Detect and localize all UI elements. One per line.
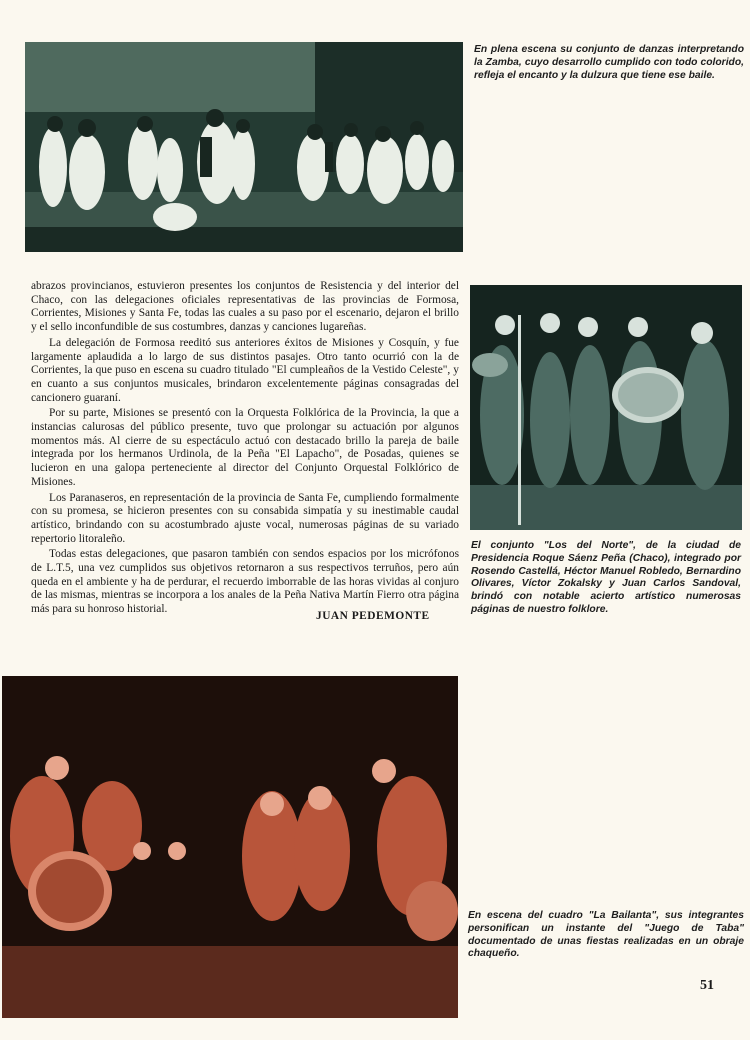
photo-la-bailanta	[2, 676, 458, 1018]
article-author: JUAN PEDEMONTE	[316, 610, 430, 622]
photo-zamba-dance-image	[25, 42, 463, 252]
photo-los-del-norte	[470, 285, 742, 530]
photo-los-del-norte-image	[470, 285, 742, 530]
article-body	[31, 280, 459, 619]
caption-los-del-norte: El conjunto "Los del Norte", de la ciudad de Presidencia Roque Sáenz Peña (Chaco), integrado por Rosendo Castellá, Héctor Manuel Robledo, Bernardino Olivares, Víctor Zokalsky y Juan Carlos Sandoval, brindó con notable acierto artístico numerosas páginas de nuestro folklore.	[471, 540, 741, 615]
photo-zamba-dance	[25, 42, 463, 252]
article-paragraph: Por su parte, Misiones se presentó con la Orquesta Folklórica de la Provincia, la que a instancias calurosas del público presente, tuvo que prolongar su actuación por algunos momentos más. Al cierre de su espectáculo actuó con destacado brillo la pareja de baile integrada por los hermanos Urdinola, de la Peña "El Lapacho", de Posadas, quienes se lucieron en una galopa perteneciente al director del Conjunto Orquestal Folklórico de Misiones.	[31, 407, 459, 488]
article-paragraph: Los Paranaseros, en representación de la provincia de Santa Fe, cumpliendo formalmente con su promesa, se hicieron presentes con su consabida simpatía y su inestimable caudal artístico, brindando con su acostumbrado ajuste vocal, numerosas páginas de su variado repertorio litoraleño.	[31, 491, 459, 545]
article-paragraph: abrazos provincianos, estuvieron presentes los conjuntos de Resistencia y del interior del Chaco, con las delegaciones oficiales representativas de las provincias de Formosa, Corrientes, Misiones y Santa Fe, todas las cuales a su paso por el escenario, dejaron el brillo y el sello inconfundible de sus costumbres, danzas y canciones lugareñas.	[31, 280, 459, 334]
article-paragraph: Todas estas delegaciones, que pasaron también con sendos espacios por los micrófonos de L.T.5, una vez cumplidos sus objetivos retornaron a sus respectivos terruños, pero aún queda en el ambiente y ha de perdurar, el recuerdo imborrable de las horas vividas al conjuro de las mismas, mientras se incorpora a los anales de la Peña Nativa Martín Fierro otra página más para su honroso historial.	[31, 548, 459, 616]
caption-zamba-dance: En plena escena su conjunto de danzas interpretando la Zamba, cuyo desarrollo cumplido con todo colorido, refleja el encanto y la dulzura que tiene ese baile.	[474, 44, 744, 81]
caption-la-bailanta: En escena del cuadro "La Bailanta", sus integrantes personifican un instante del "Juego de Taba" documentado de unas fiestas realizadas en un obraje chaqueño.	[468, 910, 744, 960]
article-paragraph: La delegación de Formosa reeditó sus anteriores éxitos de Misiones y Cosquín, y fue largamente aplaudida a lo largo de sus distintos pasajes. Otro tanto ocurrió con la de Corrientes, la que puso en escena su cuadro titulado "El cumpleaños de la Vestido Celeste", y en cuanto a sus conjuntos musicales, brindaron excelentemente páginas consagradas del cancionero guaraní.	[31, 336, 459, 404]
photo-la-bailanta-image	[2, 676, 458, 1018]
page-number: 51	[700, 978, 714, 993]
